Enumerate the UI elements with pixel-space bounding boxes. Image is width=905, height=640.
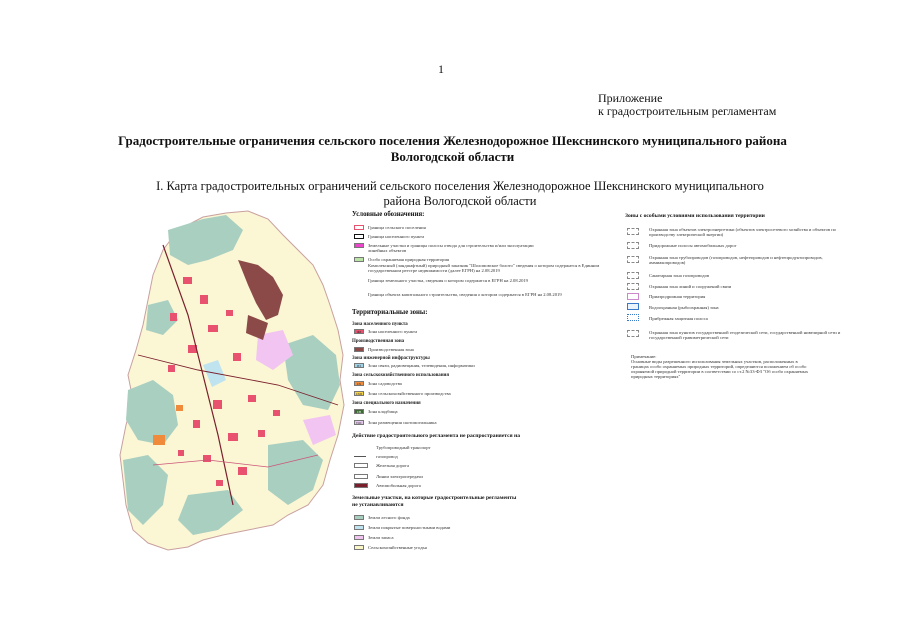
special-zone-label: Приаэродромная территория [649,294,706,299]
legend-item: Граница объекта капитального строительства, сведения о котором содержатся в ЕГРН на 2.08.2019 [368,292,562,297]
reg-label: Автомобильная дорога [376,483,421,488]
special-zone-label: Охранная зона трубопроводов (газопроводов, нефтепроводов и нефтепродуктопроводов, аммиакопроводов) [649,255,823,265]
legend-heading: Условные обозначения: [352,211,425,218]
zone-swatch: ЖЗ [354,329,364,334]
special-zone-label: Охранная зона объектов электроэнергетики (объектов электросетевого хозяйства и объектов по производству электрической энергии) [649,227,836,237]
reserve-swatch [354,535,364,540]
legend-special-zones [625,214,860,394]
zone-label: Производственная зона [368,347,414,352]
zone-swatch: СХ [354,381,364,386]
zone-group: Зона населенного пункта [352,322,408,327]
agricultural-swatch [354,545,364,550]
land-heading [352,495,602,508]
road-swatch [354,483,368,488]
legend-item: Особо охраняемая природная территория [368,257,450,262]
railway-swatch [354,463,368,468]
special-zone-label: Прибрежная защитная полоса [649,316,708,321]
zone-swatch [354,347,364,352]
reg-label: Трубопроводный транспорт [376,445,431,450]
airfield-swatch [627,293,639,300]
zone-swatch: СХП [355,392,363,396]
shore-strip-swatch [627,314,639,321]
appendix-line-1: Приложение [598,91,663,105]
settlement-map [108,205,346,555]
gas-sanitary-swatch [627,272,639,279]
zone-swatch: ИЗ [354,363,364,368]
legend-item: Граница земельного участка, сведения о котором содержатся в ЕГРН на 2.08.2019 [368,278,528,283]
settlement-boundary-swatch [354,225,364,230]
land-heading-line-2: не устанавливаются [352,501,404,508]
special-zone-label: Санитарная зона газопроводов [649,273,710,278]
legend-item: Граница населенного пункта [368,234,425,239]
page-number: 1 [438,62,444,76]
appendix-line-2: к градостроительным регламентам [598,104,777,118]
legend-item: Земельные участки и границы полосы отвода для строительства и/или эксплуатации линейных объектов [368,243,534,253]
protected-area-swatch [354,257,364,262]
special-zone-label: Охранная зона линий и сооружений связи [649,284,732,289]
special-zone-label: Придорожные полосы автомобильных дорог [649,243,737,248]
gas-pipeline-line [354,456,366,457]
map-title-line-1: I. Карта градостроительных ограничений сельского поселения Железнодорожное Шекснинского муниципального [156,179,764,193]
note [631,354,811,379]
regulation-heading: Действие градостроительного регламента не распространяется на [352,433,521,439]
special-zone-label: Водоохранная (рыбоохранная) зона [649,305,719,310]
pipeline-zone-swatch [627,256,639,263]
map-territory [120,211,344,550]
zone-label: Зона населенного пункта [368,329,418,334]
note-text: Основные виды разрешенного использования земельных участков, расположенных в границах особо охраняемых природных территорий, определяются положением об особо охраняемой природной территории в соответствии со ст.2 №33-ФЗ "Об особо охраняемых природных территориях" [631,359,809,379]
water-protection-swatch [627,303,639,310]
document-title [90,133,815,165]
land-label: Земли запаса [368,535,394,540]
appendix-note [598,92,776,118]
power-zone-swatch [627,228,639,235]
water-swatch [354,525,364,530]
note-title: Примечание: [631,354,657,359]
special-zones-heading: Зоны с особыми условиями использования территории [625,213,765,219]
map-title-line-2: района Вологодской области [383,194,537,208]
zone-label: Зона размещения скотомогильника [368,420,437,425]
linear-objects-swatch [354,243,364,248]
zone-label: Зона кладбища [368,409,398,414]
zone-swatch: СН [354,409,364,414]
zone-swatch: ТОС [356,421,362,425]
roadside-swatch [627,242,639,249]
land-label: Земли покрытые поверхностными водами [368,525,451,530]
zone-group: Зона инженерной инфраструктуры [352,356,430,361]
title-line-1: Градостроительные ограничения сельского поселения Железнодорожное Шекснинского муниципального района [118,133,787,148]
land-label: Земли лесного фонда [368,515,410,520]
special-zone-label: Охранная зона пунктов государственной геодезической сети, государственной нивелирной сети и государственной гравиметрической сети [649,330,841,340]
reg-label: Железная дорога [376,463,410,468]
power-line-swatch [354,474,368,479]
reg-label: Линии электропередачи [376,474,423,479]
title-line-2: Вологодской области [390,149,515,164]
forest-swatch [354,515,364,520]
geodetic-zone-swatch [627,330,639,337]
locality-boundary-swatch [354,234,364,239]
zones-heading: Территориальные зоны: [352,309,428,316]
legend-main [352,212,612,557]
zone-label: Зона садоводства [368,381,402,386]
zone-group: Зона специального назначения [352,401,421,406]
zone-group: Производственная зона [352,339,405,344]
zone-label: Зона сельскохозяйственного производства [368,391,451,396]
communication-zone-swatch [627,283,639,290]
zone-group: Зона сельскохозяйственного использования [352,373,450,378]
reg-label: газопровод [376,454,398,459]
legend-item: Комплексный (ландшафтный) природный заказник "Шоломовское болото" сведения о котором содержатся в Единном государственном реестре недвижимости (далее ЕГРН) на 2.08.2019 [368,263,600,273]
land-heading-line-1: Земельные участки, на которые градостроительные регламенты [352,495,517,501]
zone-label: Зона связи, радиовещания, телевидения, информатики [368,363,475,368]
legend-item: Граница сельского поселения [368,225,426,230]
land-label: Сельскохозяйственные угодья [368,545,427,550]
